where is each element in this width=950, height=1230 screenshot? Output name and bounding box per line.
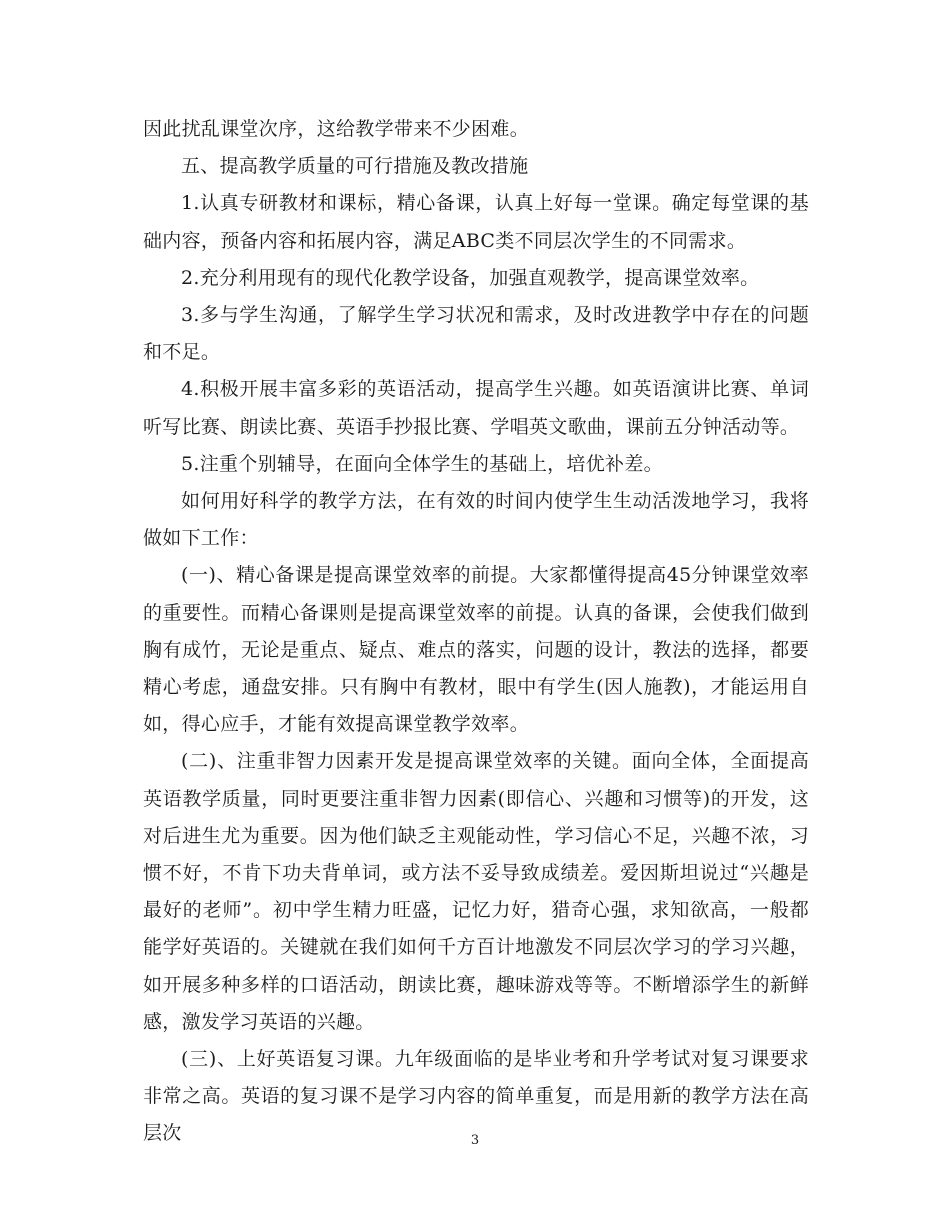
document-body — [143, 111, 809, 1153]
intro-paragraph: 如何用好科学的教学方法，在有效的时间内使学生生动活泼地学习，我将做如下工作： — [143, 490, 809, 550]
paragraph-part-3: (三)、上好英语复习课。九年级面临的是毕业考和升学考试对复习课要求非常之高。英语的复习课不是学习内容的简单重复，而是用新的教学方法在高层次 — [143, 1048, 809, 1145]
list-item-2: 2.充分利用现有的现代化教学设备，加强直观教学，提高课堂效率。 — [181, 266, 760, 289]
list-item-4: 4.积极开展丰富多彩的英语活动，提高学生兴趣。如英语演讲比赛、单词听写比赛、朗读比赛、英语手抄报比赛、学唱英文歌曲，课前五分钟活动等。 — [143, 378, 809, 438]
list-item-1: 1.认真专研教材和课标，精心备课，认真上好每一堂课。确定每堂课的基础内容，预备内容和拓展内容，满足ABC类不同层次学生的不同需求。 — [143, 192, 809, 252]
paragraph-part-1: (一)、精心备课是提高课堂效率的前提。大家都懂得提高45分钟课堂效率的重要性。而精心备课则是提高课堂效率的前提。认真的备课，会使我们做到胸有成竹，无论是重点、疑点、难点的落实，问题的设计，教法的选择，都要精心考虑，通盘安排。只有胸中有教材，眼中有学生(因人施教)，才能运用自如，得心应手，才能有效提高课堂教学效率。 — [143, 564, 809, 736]
list-item-3: 3.多与学生沟通，了解学生学习状况和需求，及时改进教学中存在的问题和不足。 — [143, 304, 809, 364]
list-item-5: 5.注重个别辅导，在面向全体学生的基础上，培优补差。 — [181, 452, 663, 475]
page-number: 3 — [470, 1133, 480, 1148]
paragraph-part-2: (二)、注重非智力因素开发是提高课堂效率的关键。面向全体，全面提高英语教学质量，同时更要注重非智力因素(即信心、兴趣和习惯等)的开发，这对后进生尤为重要。因为他们缺乏主观能动性，学习信心不足，兴趣不浓，习惯不好，不肯下功夫背单词，或方法不妥导致成绩差。爱因斯坦说过“兴趣是最好的老师”。初中学生精力旺盛，记忆力好，猎奇心强，求知欲高，一般都能学好英语的。关键就在我们如何千方百计地激发不同层次学习的学习兴趣，如开展多种多样的口语活动，朗读比赛，趣味游戏等等。不断增添学生的新鲜感，激发学习英语的兴趣。 — [143, 750, 809, 1033]
section-heading: 五、提高教学质量的可行措施及教改措施 — [181, 155, 529, 178]
paragraph-continuation: 因此扰乱课堂次序，这给教学带来不少困难。 — [143, 118, 530, 140]
